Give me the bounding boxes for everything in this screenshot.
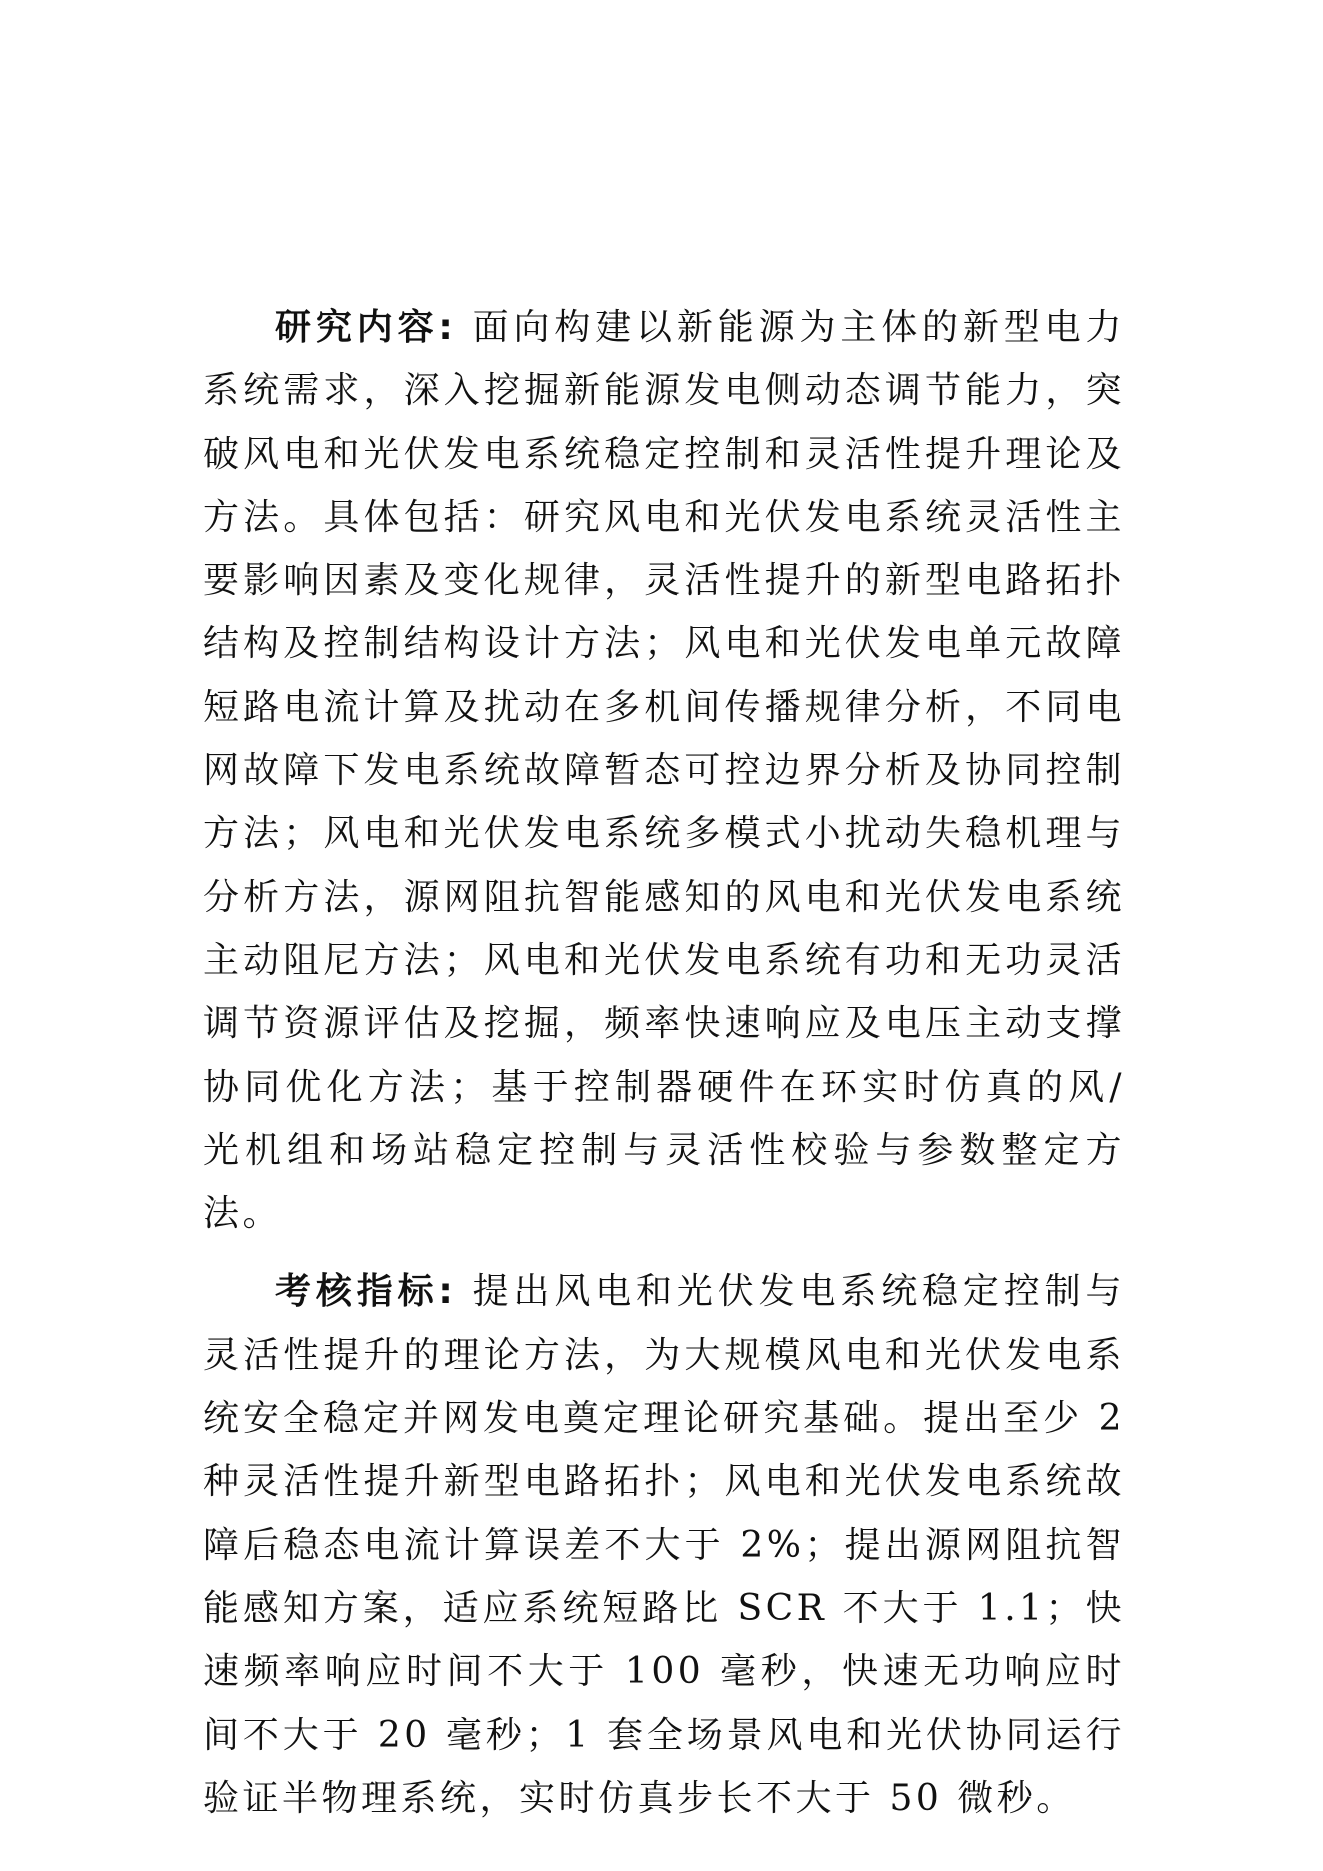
assessment-indicators-paragraph (203, 1260, 1125, 1830)
research-content-text: 面向构建以新能源为主体的新型电力系统需求，深入挖掘新能源发电侧动态调节能力，突破风电和光伏发电系统稳定控制和灵活性提升理论及方法。具体包括：研究风电和光伏发电系统灵活性主要影响因素及变化规律，灵活性提升的新型电路拓扑结构及控制结构设计方法；风电和光伏发电单元故障短路电流计算及扰动在多机间传播规律分析，不同电网故障下发电系统故障暂态可控边界分析及协同控制方法；风电和光伏发电系统多模式小扰动失稳机理与分析方法，源网阻抗智能感知的风电和光伏发电系统主动阻尼方法；风电和光伏发电系统有功和无功灵活调节资源评估及挖掘，频率快速响应及电压主动支撑协同优化方法；基于控制器硬件在环实时仿真的风/光机组和场站稳定控制与灵活性校验与参数整定方法。 (203, 307, 1125, 1235)
research-content-paragraph (203, 296, 1125, 1245)
assessment-indicators-label: 考核指标: (275, 1271, 457, 1313)
assessment-indicators-text: 提出风电和光伏发电系统稳定控制与灵活性提升的理论方法，为大规模风电和光伏发电系统安全稳定并网发电奠定理论研究基础。提出至少 2 种灵活性提升新型电路拓扑；风电和光伏发电系统故障后稳态电流计算误差不大于 2%；提出源网阻抗智能感知方案，适应系统短路比 SCR 不大于 1.1；快速频率响应时间不大于 100 毫秒，快速无功响应时间不大于 20 毫秒；1 套全场景风电和光伏协同运行验证半物理系统，实时仿真步长不大于 50 微秒。 (203, 1271, 1125, 1819)
document-body (203, 296, 1125, 1830)
research-content-label: 研究内容: (275, 307, 457, 348)
